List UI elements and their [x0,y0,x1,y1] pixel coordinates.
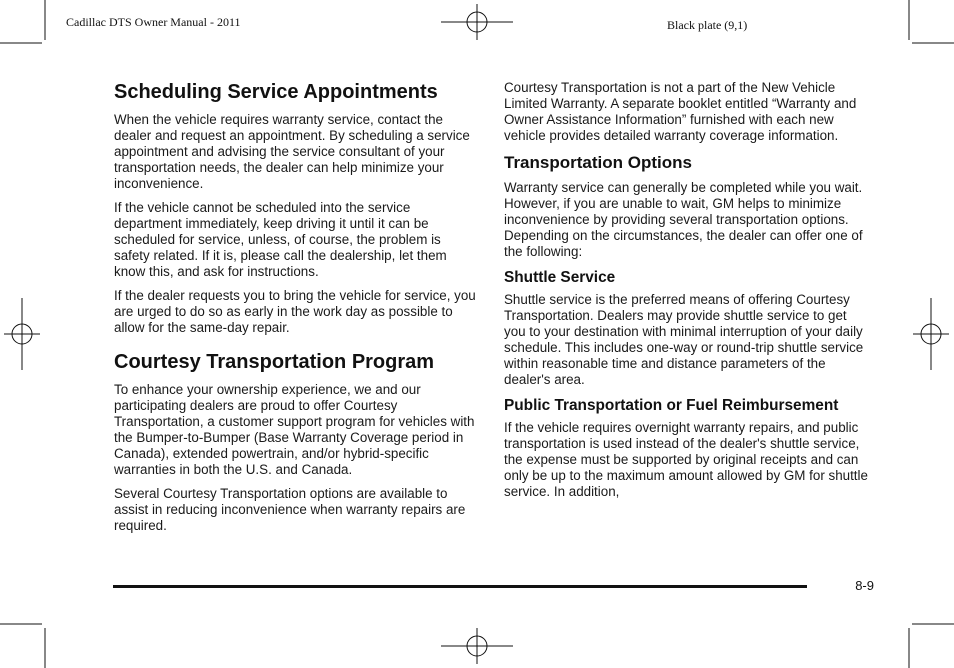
paragraph: When the vehicle requires warranty service, contact the dealer and request an appointment. By scheduling a service appointment and advising the service consultant of your transportation needs, the dealer can help minimize your inconvenience. [114,112,470,191]
paragraph: Several Courtesy Transportation options are available to assist in reducing inconvenience when warranty repairs are required. [114,486,466,533]
heading-scheduling: Scheduling Service Appointments [114,81,438,103]
paragraph: If the vehicle requires overnight warranty repairs, and public transportation is used instead of the dealer's shuttle service, the expense must be supported by original receipts and can only be up to the maximum amount allowed by GM for shuttle service. In addition, [504,420,868,499]
paragraph: Courtesy Transportation is not a part of the New Vehicle Limited Warranty. A separate booklet entitled “Warranty and Owner Assistance Information” furnished with each new vehicle provides detailed warranty coverage information. [504,80,857,143]
paragraph: To enhance your ownership experience, we and our participating dealers are proud to offer Courtesy Transportation, a customer support program for vehicles with the Bumper-to-Bumper (Base Warranty Coverage period in Canada), extended powertrain, and/or hybrid-specific warranties in both the U.S. and Canada. [114,382,475,477]
right-column [504,80,870,508]
paragraph: Shuttle service is the preferred means of offering Courtesy Transportation. Dealers may provide shuttle service to get you to your destination with minimal interruption of your daily schedule. This includes one-way or round-trip shuttle service within reasonable time and distance parameters of the dealer's area. [504,292,864,387]
page-number: 8-9 [855,578,874,593]
paragraph: Warranty service can generally be completed while you wait. However, if you are unable to wait, GM helps to minimize inconvenience by providing several transportation options. Depending on the circumstances, the dealer can offer one of the following: [504,180,863,259]
heading-transportation-options: Transportation Options [504,153,692,172]
heading-public-transportation: Public Transportation or Fuel Reimbursement [504,397,839,414]
paragraph: If the dealer requests you to bring the vehicle for service, you are urged to do so as early in the work day as possible to allow for the same-day repair. [114,288,476,335]
left-column [114,80,480,542]
plate-label: Black plate (9,1) [667,18,748,32]
heading-courtesy-program: Courtesy Transportation Program [114,351,435,373]
footer-rule [113,585,807,588]
heading-shuttle-service: Shuttle Service [504,269,616,286]
paragraph: If the vehicle cannot be scheduled into the service department immediately, keep driving it until it can be scheduled for service, unless, of course, the problem is safety related. If it is, please call the dealership, let them know this, and ask for instructions. [114,200,447,279]
manual-title: Cadillac DTS Owner Manual - 2011 [66,15,241,29]
